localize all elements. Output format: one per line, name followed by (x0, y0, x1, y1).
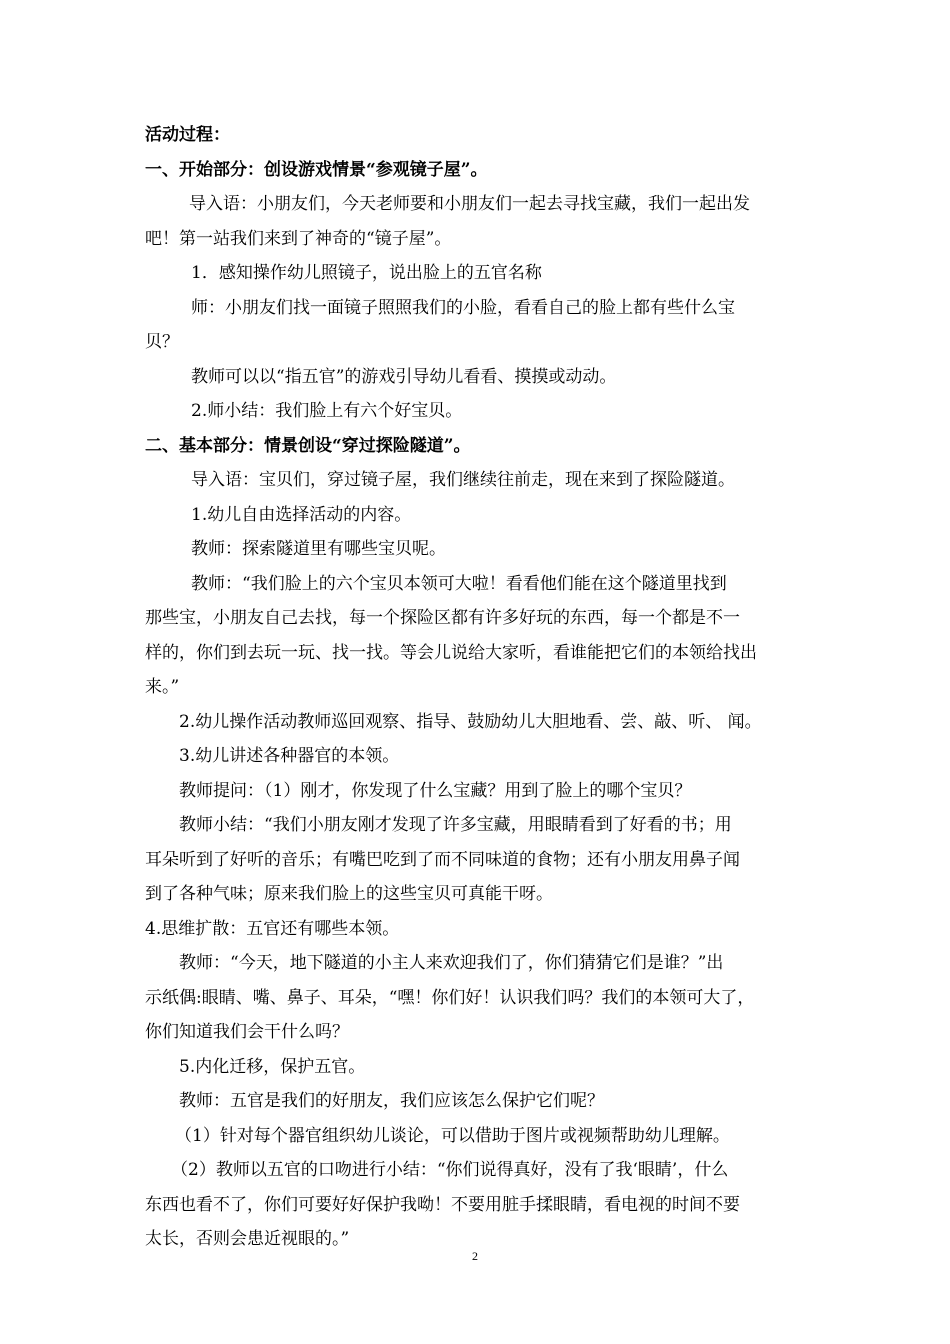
paragraph-line: 教师：探索隧道里有哪些宝贝呢。 (191, 539, 446, 559)
list-item-line: 3.幼儿讲述各种器官的本领。 (179, 746, 400, 766)
paragraph-line: 教师：“我们脸上的六个宝贝本领可大啦！看看他们能在这个隧道里找到 (191, 573, 727, 594)
paragraph-line: 教师小结：“我们小朋友刚才发现了许多宝藏，用眼睛看到了好看的书；用 (179, 815, 732, 835)
list-item-line: 4.思维扩散：五官还有哪些本领。 (145, 918, 400, 939)
paragraph-line: 导入语：小朋友们，今天老师要和小朋友们一起去寻找宝藏，我们一起出发 (189, 194, 750, 214)
paragraph-line: 教师：五官是我们的好朋友，我们应该怎么保护它们呢？ (179, 1091, 604, 1111)
page-number: 2 (472, 1249, 478, 1263)
list-item-line: 1.幼儿自由选择活动的内容。 (191, 504, 412, 525)
paragraph-line: 教师可以以“指五官”的游戏引导幼儿看看、摸摸或动动。 (191, 366, 617, 387)
paragraph-line: 吧！第一站我们来到了神奇的“镜子屋”。 (145, 228, 452, 249)
paragraph-line: 耳朵听到了好听的音乐；有嘴巴吃到了而不同味道的食物；还有小朋友用鼻子闻 (145, 849, 740, 870)
paragraph-line: 贝？ (145, 332, 179, 352)
activity-process-heading: 活动过程： (145, 125, 230, 145)
list-item-line: 2.幼儿操作活动教师巡回观察、指导、鼓励幼儿大胆地看、尝、敲、听、 闻。 (179, 711, 762, 732)
paragraph-line: 来。” (145, 677, 180, 697)
paragraph-line: 你们知道我们会干什么吗？ (145, 1022, 349, 1042)
paragraph-line: 样的，你们到去玩一玩、找一找。等会儿说给大家听，看谁能把它们的本领给找出 (145, 642, 757, 663)
document-body (145, 118, 810, 1257)
paragraph-line: 太长，否则会患近视眼的。” (145, 1229, 350, 1249)
paragraph-line: 导入语：宝贝们，穿过镜子屋，我们继续往前走，现在来到了探险隧道。 (191, 470, 735, 490)
paragraph-line: 到了各种气味；原来我们脸上的这些宝贝可真能干呀。 (145, 884, 553, 904)
paragraph-line: 教师提问：（1）刚才，你发现了什么宝藏？用到了脸上的哪个宝贝？ (179, 780, 692, 801)
list-item-line: （1）针对每个器官组织幼儿谈论，可以借助于图片或视频帮助幼儿理解。 (175, 1125, 730, 1146)
paragraph-line: 东西也看不了，你们可要好好保护我呦！不要用脏手揉眼睛，看电视的时间不要 (145, 1194, 740, 1215)
list-item-line: 2.师小结：我们脸上有六个好宝贝。 (191, 401, 463, 421)
list-item-line: （2）教师以五官的口吻进行小结：“你们说得真好，没有了我‘眼睛’，什么 (171, 1160, 729, 1180)
paragraph-line: 师：小朋友们找一面镜子照照我们的小脸，看看自己的脸上都有些什么宝 (191, 297, 735, 318)
list-item-line: 5.内化迁移，保护五官。 (179, 1056, 366, 1077)
paragraph-line: 教师：“今天，地下隧道的小主人来欢迎我们了，你们猜猜它们是谁？”出 (179, 953, 724, 973)
paragraph-line: 示纸偶:眼睛、嘴、鼻子、耳朵，“嘿！你们好！认识我们吗？我们的本领可大了， (145, 987, 755, 1008)
section-two-heading: 二、基本部分：情景创设“穿过探险隧道”。 (145, 435, 471, 456)
list-item-line: 1．感知操作幼儿照镜子，说出脸上的五官名称 (191, 263, 542, 283)
section-one-heading: 一、开始部分：创设游戏情景“参观镜子屋”。 (145, 159, 488, 180)
paragraph-line: 那些宝，小朋友自己去找，每一个探险区都有许多好玩的东西，每一个都是不一 (145, 608, 740, 628)
